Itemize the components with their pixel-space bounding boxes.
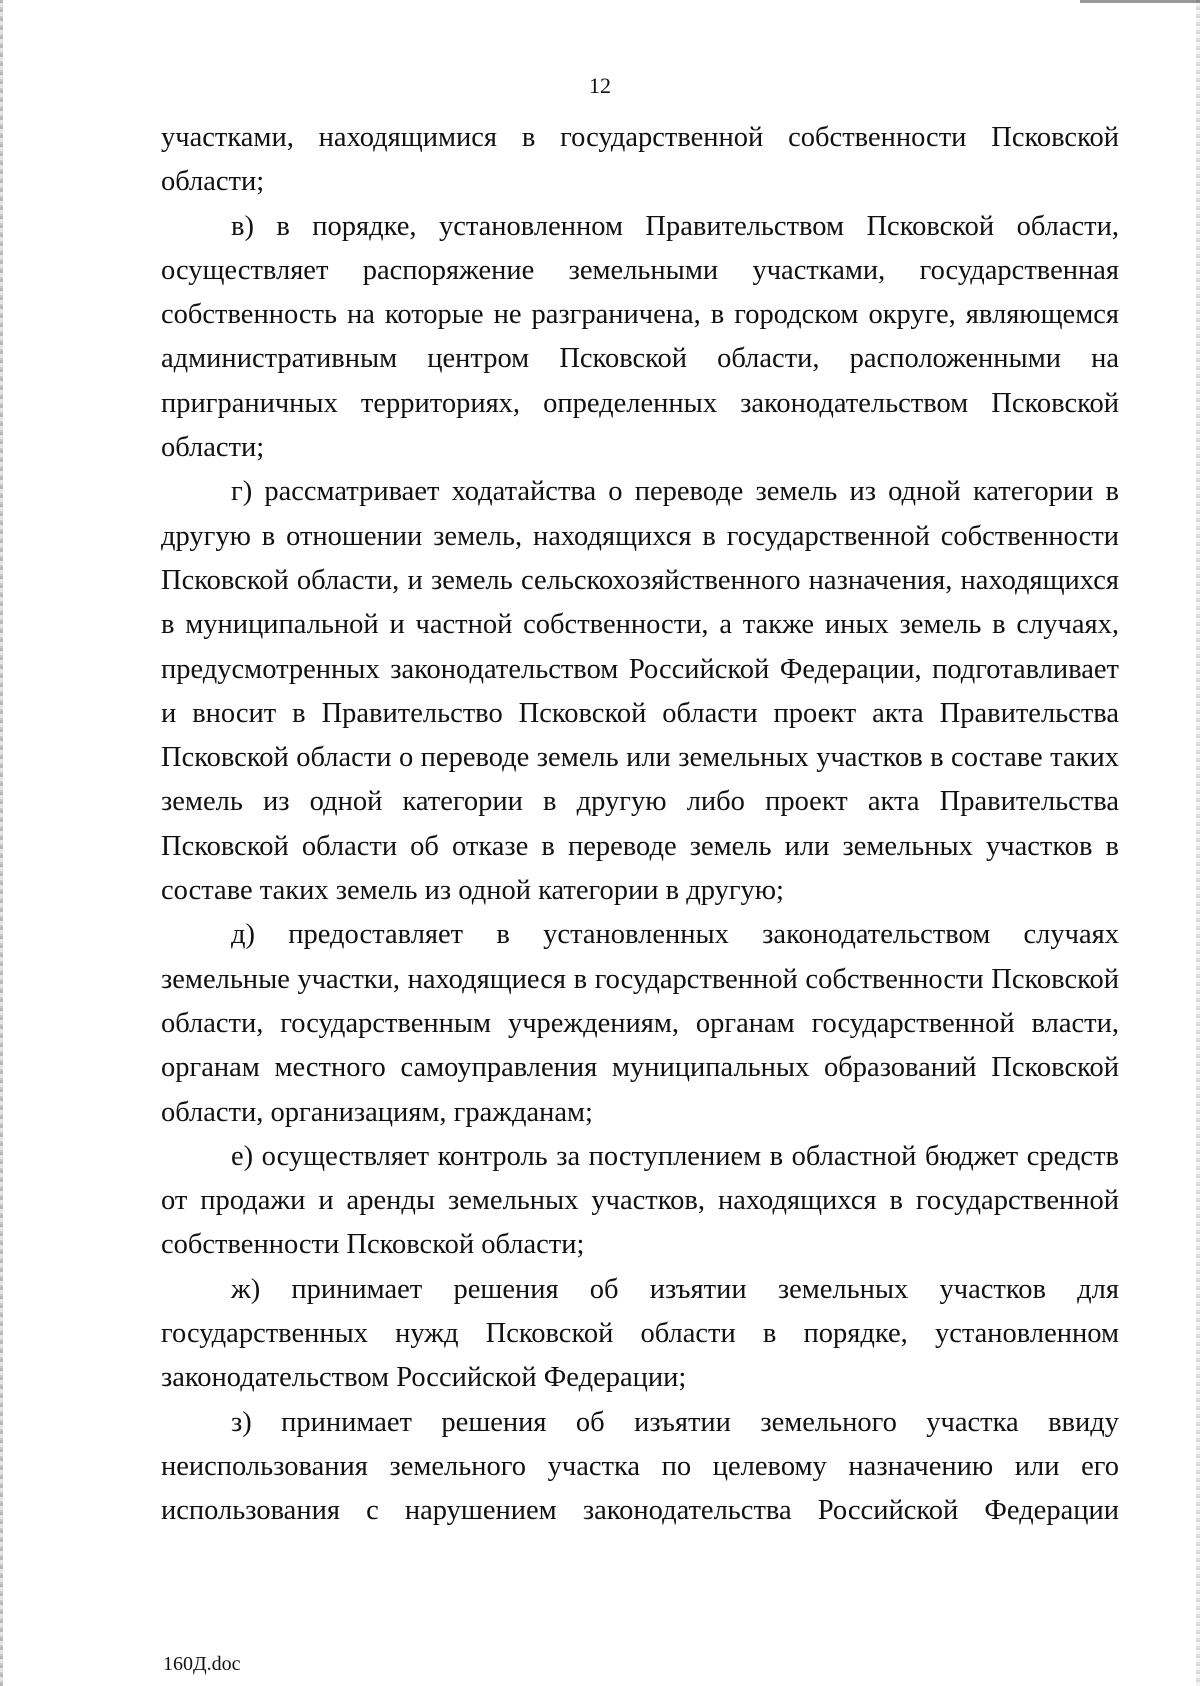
footer-filename: 160Д.doc bbox=[163, 1653, 241, 1675]
paragraph-item-z: з) принимает решения об изъятии земельного участка ввиду неиспользования земельного участка по целевому назначению или его использования с нарушением законодательства Российской Федерации bbox=[161, 1406, 1119, 1527]
paragraph-item-d: д) предоставляет в установленных законодательством случаях земельные участки, находящиеся в государственной собственности Псковской области, государственным учреждениям, органам государственной власти, органам местного самоуправления муниципальных образований Псковской области, организациям, гражданам; bbox=[161, 919, 1119, 1128]
paragraph-item-e: е) осуществляет контроль за поступлением в областной бюджет средств от продажи и аренды земельных участков, находящихся в государственной собственности Псковской области; bbox=[161, 1140, 1119, 1261]
scan-edge-right bbox=[1196, 0, 1200, 1686]
paragraph-item-v: в) в порядке, установленном Правительством Псковской области, осуществляет распоряжение земельными участками, государственная собственность на которые не разграничена, в городском округе, являющемся административным центром Псковской области, расположенными на приграничных территориях, определенных законодательством Псковской области; bbox=[161, 210, 1119, 464]
scan-edge-top bbox=[1080, 0, 1200, 3]
page-number: 12 bbox=[589, 73, 611, 98]
scan-edge-left bbox=[0, 0, 3, 1686]
paragraph-item-g: г) рассматривает ходатайства о переводе земель из одной категории в другую в отношении земель, находящихся в государственной собственности Псковской области, и земель сельскохозяйственного назначения, находящихся в муниципальной и частной собственности, а также иных земель в случаях, предусмотренных законодательством Российской Федерации, подготавливает и вносит в Правительство Псковской области проект акта Правительства Псковской области о переводе земель или земельных участков в составе таких земель из одной категории в другую либо проект акта Правительства Псковской области об отказе в переводе земель или земельных участков в составе таких земель из одной категории в другую; bbox=[161, 476, 1119, 907]
paragraph-continuation: участками, находящимися в государственной собственности Псковской области; bbox=[161, 122, 1119, 198]
document-body bbox=[161, 116, 1119, 1534]
paragraph-item-zh: ж) принимает решения об изъятии земельных участков для государственных нужд Псковской области в порядке, установленном законодательством Российской Федерации; bbox=[161, 1273, 1119, 1394]
